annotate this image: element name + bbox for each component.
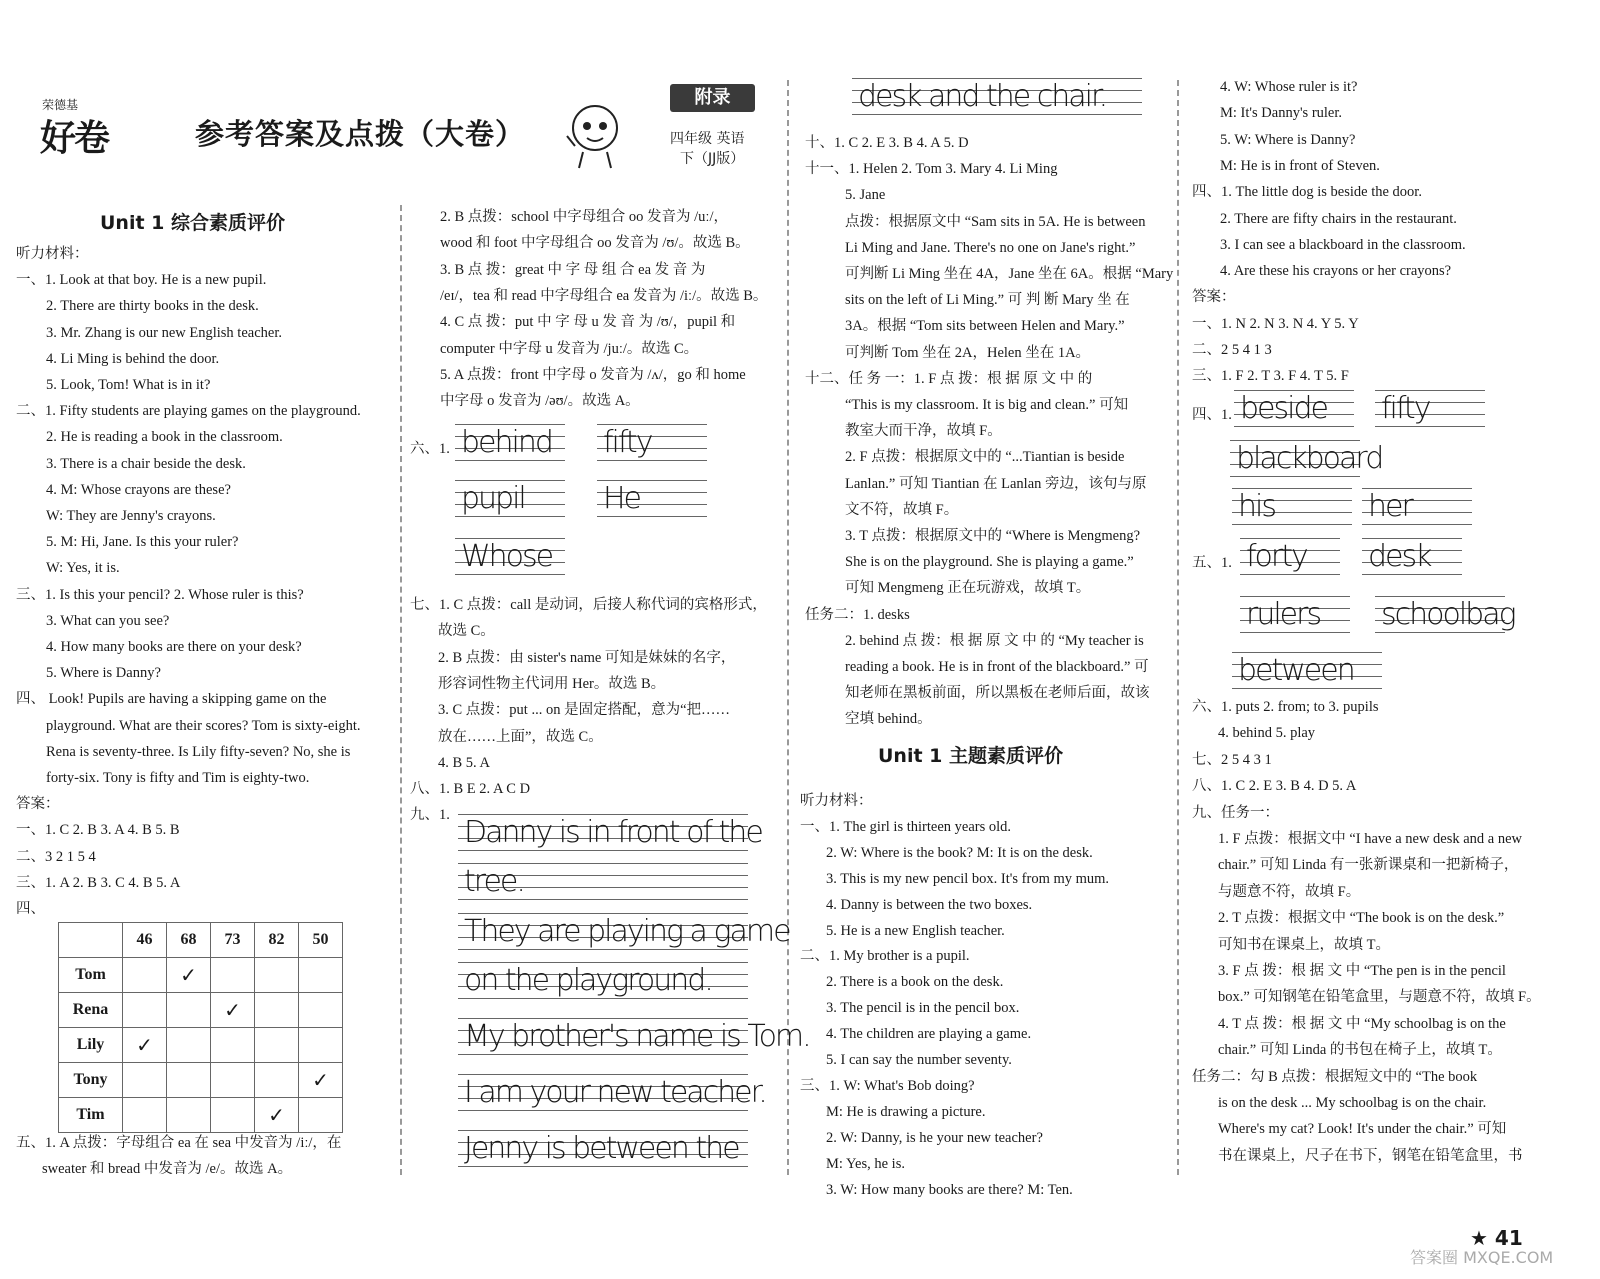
text-line: 3. This is my new pencil box. It's from my mum. bbox=[826, 870, 1110, 887]
check-cell bbox=[255, 1028, 299, 1063]
text-line: 1. F 点拨：根据文中 “I have a new desk and a new bbox=[1218, 831, 1523, 847]
check-cell bbox=[255, 1063, 299, 1098]
handwriting-line bbox=[1240, 596, 1350, 642]
row-name: Tony bbox=[59, 1063, 123, 1098]
text-line: Rena is seventy-three. Is Lily fifty-seven? No, she is bbox=[46, 743, 351, 760]
brand-logo: 好卷 bbox=[40, 117, 109, 159]
text-line: 四、 bbox=[16, 901, 45, 917]
text-line: playground. What are their scores? Tom is sixty-eight. bbox=[46, 717, 361, 734]
text-line: 点拨：根据原文中 “Sam sits in 5A. He is between bbox=[845, 213, 1146, 230]
text-line: 3. The pencil is in the pencil box. bbox=[826, 1000, 1020, 1017]
text-line: 十一、1. Helen 2. Tom 3. Mary 4. Li Ming bbox=[805, 161, 1058, 178]
handwriting-line bbox=[455, 480, 565, 526]
text-line: 2. W: Danny, is he your new teacher? bbox=[826, 1129, 1043, 1146]
ruled-line bbox=[1232, 688, 1382, 689]
handwriting-line bbox=[458, 913, 790, 959]
section-heading: Unit 1 主题素质评价 bbox=[878, 745, 1063, 767]
text-line: 2. There are thirty books in the desk. bbox=[46, 298, 259, 315]
handwritten-answer: Danny is in front of the bbox=[464, 815, 762, 850]
column-header bbox=[59, 923, 123, 958]
text-line: 5. Look, Tom! What is in it? bbox=[46, 377, 211, 393]
text-line: 四、1. The little dog is beside the door. bbox=[1192, 184, 1422, 201]
handwritten-answer: rulers bbox=[1246, 597, 1321, 632]
handwritten-answer: blackboard bbox=[1236, 441, 1383, 476]
text-line: 六、1. puts 2. from; to 3. pupils bbox=[1192, 699, 1379, 715]
handwriting-line bbox=[458, 1018, 810, 1064]
divider bbox=[400, 205, 402, 1175]
text-line: 4. B 5. A bbox=[438, 754, 490, 771]
handwritten-answer: fifty bbox=[603, 425, 652, 460]
text-line: computer 中字母 u 发音为 /juː/。故选 C。 bbox=[440, 340, 699, 357]
text-line: 5. Jane bbox=[845, 187, 886, 204]
text-line: 书在课桌上，尺子在书下，钢笔在铅笔盒里，书 bbox=[1218, 1147, 1523, 1164]
text-line: 五、1. A 点拨：字母组合 ea 在 sea 中发音为 /iː/，在 bbox=[16, 1135, 342, 1151]
handwriting-line bbox=[597, 424, 707, 470]
row-name: Tim bbox=[59, 1098, 123, 1133]
text-line: 可知书在课桌上，故填 T。 bbox=[1218, 936, 1390, 953]
text-line: W: They are Jenny's crayons. bbox=[46, 508, 216, 524]
check-cell bbox=[299, 993, 343, 1028]
ruled-line bbox=[1240, 574, 1340, 575]
ruled-line bbox=[1375, 632, 1505, 633]
check-cell bbox=[211, 1098, 255, 1133]
check-cell bbox=[299, 958, 343, 993]
handwritten-answer: My brother's name is Tom. bbox=[464, 1019, 810, 1054]
handwritten-answer: He bbox=[603, 481, 641, 516]
text-line: 一、1. Look at that boy. He is a new pupil. bbox=[16, 272, 267, 289]
check-cell bbox=[211, 1028, 255, 1063]
text-line: 十二、任 务 一：1. F 点 拨：根 据 原 文 中 的 bbox=[805, 370, 1093, 387]
check-cell bbox=[255, 993, 299, 1028]
check-cell bbox=[211, 1063, 255, 1098]
table-row bbox=[59, 1098, 343, 1133]
text-line: 2. F 点拨：根据原文中的 “...Tiantian is beside bbox=[845, 449, 1125, 466]
text-line: 听力材料： bbox=[800, 793, 873, 809]
check-cell bbox=[299, 1028, 343, 1063]
text-line: chair.” 可知 Linda 有一张新课桌和一把新椅子， bbox=[1218, 857, 1519, 874]
text-line: 2. W: Where is the book? M: It is on the desk. bbox=[826, 844, 1093, 861]
text-line: 4. How many books are there on your desk? bbox=[46, 639, 302, 655]
text-line: 4. M: Whose crayons are these? bbox=[46, 481, 231, 498]
divider bbox=[787, 80, 789, 1175]
check-cell bbox=[211, 958, 255, 993]
text-line: 4. behind 5. play bbox=[1218, 725, 1316, 742]
ruled-line bbox=[458, 1166, 748, 1167]
ruled-line bbox=[852, 114, 1142, 115]
handwriting-line bbox=[1375, 596, 1515, 642]
handwriting-line bbox=[458, 1074, 766, 1120]
handwriting-line bbox=[455, 538, 565, 584]
ruled-line bbox=[1375, 426, 1485, 427]
handwriting-line bbox=[455, 424, 565, 470]
handwritten-answer: desk and the chair. bbox=[858, 79, 1107, 114]
text-line: 七、2 5 4 3 1 bbox=[1192, 751, 1272, 768]
handwriting-line bbox=[1234, 390, 1354, 436]
handwriting-line bbox=[852, 78, 1142, 124]
grade-label: 四年级 英语 bbox=[670, 131, 745, 147]
text-line: 三、1. A 2. B 3. C 4. B 5. A bbox=[16, 874, 181, 891]
check-cell bbox=[123, 1063, 167, 1098]
handwriting-line bbox=[1232, 488, 1352, 534]
ruled-line bbox=[458, 1110, 748, 1111]
text-line: 3. C 点拨：put ... on 是固定搭配，意为“把…… bbox=[438, 702, 731, 719]
handwritten-answer: her bbox=[1368, 489, 1412, 524]
text-line: She is on the playground. She is playing a game.” bbox=[845, 554, 1134, 571]
question-label: 五、1. bbox=[1192, 555, 1232, 571]
table-row bbox=[59, 958, 343, 993]
question-label: 四、1. bbox=[1192, 407, 1232, 423]
check-cell bbox=[167, 1063, 211, 1098]
handwritten-answer: fifty bbox=[1381, 391, 1430, 426]
page-number: ★ 41 bbox=[1470, 1226, 1523, 1250]
text-line: 5. Where is Danny? bbox=[46, 665, 161, 682]
text-line: 3. F 点 拨：根 据 文 中 “The pen is in the pencil bbox=[1218, 963, 1506, 979]
handwritten-answer: behind bbox=[461, 425, 552, 460]
text-line: wood 和 foot 中字母组合 oo 发音为 /ʊ/。故选 B。 bbox=[440, 235, 750, 252]
handwritten-answer: Jenny is between the bbox=[464, 1131, 739, 1166]
handwritten-answer: forty bbox=[1246, 539, 1307, 574]
text-line: 三、1. Is this your pencil? 2. Whose ruler is this? bbox=[16, 586, 304, 603]
ruled-line bbox=[1240, 632, 1350, 633]
text-line: M: He is drawing a picture. bbox=[826, 1103, 986, 1120]
text-line: 二、1. My brother is a pupil. bbox=[800, 948, 970, 965]
text-line: 可判断 Tom 坐在 2A，Helen 坐在 1A。 bbox=[845, 344, 1091, 361]
text-line: 2. B 点拨：由 sister's name 可知是妹妹的名字， bbox=[438, 649, 736, 666]
handwriting-line bbox=[1240, 538, 1340, 584]
text-line: 4. T 点 拨：根 据 文 中 “My schoolbag is on the bbox=[1218, 1015, 1506, 1032]
ruled-line bbox=[1362, 524, 1472, 525]
text-line: 与题意不符，故填 F。 bbox=[1218, 883, 1361, 900]
check-cell: ✓ bbox=[299, 1063, 343, 1098]
handwritten-answer: tree. bbox=[464, 864, 524, 899]
text-line: 5. M: Hi, Jane. Is this your ruler? bbox=[46, 534, 239, 551]
text-line: forty-six. Tony is fifty and Tim is eighty-two. bbox=[46, 770, 310, 786]
brand-small: 荣德基 bbox=[42, 98, 79, 112]
text-line: 文不符，故填 F。 bbox=[845, 501, 959, 518]
text-line: 4. The children are playing a game. bbox=[826, 1026, 1032, 1043]
handwriting-line bbox=[1362, 538, 1462, 584]
text-line: sweater 和 bread 中发音为 /e/。故选 A。 bbox=[42, 1161, 293, 1177]
text-line: M: He is in front of Steven. bbox=[1220, 157, 1380, 174]
text-line: 5. He is a new English teacher. bbox=[826, 922, 1005, 939]
handwriting-line bbox=[458, 814, 762, 860]
appendix-tag: 附录 bbox=[670, 84, 755, 112]
text-line: 可知 Mengmeng 正在玩游戏，故填 T。 bbox=[845, 580, 1091, 597]
check-cell bbox=[167, 1028, 211, 1063]
text-line: 3. W: How many books are there? M: Ten. bbox=[826, 1181, 1073, 1198]
edition-label: 下（JJ版） bbox=[680, 151, 745, 167]
text-line: 九、1. bbox=[410, 807, 450, 824]
text-line: 2. T 点拨：根据文中 “The book is on the desk.” bbox=[1218, 910, 1505, 927]
handwritten-answer: his bbox=[1238, 489, 1275, 524]
handwritten-answer: schoolbag bbox=[1381, 597, 1515, 632]
check-cell: ✓ bbox=[255, 1098, 299, 1133]
text-line: 三、1. F 2. T 3. F 4. T 5. F bbox=[1192, 368, 1349, 385]
check-cell bbox=[299, 1098, 343, 1133]
handwritten-answer: beside bbox=[1240, 391, 1327, 426]
question-label: 六、1. bbox=[410, 441, 450, 457]
text-line: 教室大而干净，故填 F。 bbox=[845, 423, 1002, 440]
text-line: is on the desk ... My schoolbag is on the chair. bbox=[1218, 1095, 1487, 1111]
text-line: 一、1. The girl is thirteen years old. bbox=[800, 818, 1012, 835]
text-line: 5. W: Where is Danny? bbox=[1220, 131, 1356, 148]
text-line: 七、1. C 点拨：call 是动词，后接人称代词的宾格形式， bbox=[410, 597, 767, 613]
text-line: 答案： bbox=[1192, 289, 1236, 306]
handwriting-line bbox=[458, 863, 748, 909]
text-line: 5. I can say the number seventy. bbox=[826, 1052, 1012, 1068]
table-row bbox=[59, 993, 343, 1028]
check-cell bbox=[123, 1098, 167, 1133]
text-line: 中字母 o 发音为 /əʊ/。故选 A。 bbox=[440, 393, 640, 410]
text-line: 放在……上面”，故选 C。 bbox=[438, 728, 603, 745]
ruled-line bbox=[458, 899, 748, 900]
text-line: 知老师在黑板前面，所以黑板在老师后面，故该 bbox=[845, 685, 1150, 702]
text-line: 任务二：1. desks bbox=[805, 606, 910, 623]
row-name: Tom bbox=[59, 958, 123, 993]
text-line: 二、2 5 4 1 3 bbox=[1192, 342, 1272, 358]
check-cell: ✓ bbox=[167, 958, 211, 993]
column-header: 50 bbox=[299, 923, 343, 958]
text-line: 八、1. C 2. E 3. B 4. D 5. A bbox=[1192, 778, 1357, 795]
text-line: 2. He is reading a book in the classroom. bbox=[46, 429, 283, 446]
text-line: 2. There is a book on the desk. bbox=[826, 974, 1004, 991]
handwritten-answer: I am your new teacher. bbox=[464, 1075, 766, 1110]
divider bbox=[1177, 80, 1179, 1175]
handwriting-line bbox=[1362, 488, 1472, 534]
row-name: Lily bbox=[59, 1028, 123, 1063]
check-cell bbox=[123, 958, 167, 993]
handwriting-line bbox=[458, 962, 748, 1008]
text-line: /eɪ/，tea 和 read 中字母组合 ea 发音为 /iː/。故选 B。 bbox=[440, 287, 768, 304]
handwritten-answer: between bbox=[1238, 653, 1354, 688]
table-row bbox=[59, 1063, 343, 1098]
check-cell bbox=[167, 993, 211, 1028]
text-line: 三、1. W: What's Bob doing? bbox=[800, 1077, 975, 1094]
text-line: chair.” 可知 Linda 的书包在椅子上，故填 T。 bbox=[1218, 1042, 1502, 1059]
ruled-line bbox=[455, 460, 565, 461]
handwriting-line bbox=[1232, 652, 1382, 698]
column-header: 82 bbox=[255, 923, 299, 958]
column-header: 73 bbox=[211, 923, 255, 958]
text-line: box.” 可知钢笔在铅笔盒里，与题意不符，故填 F。 bbox=[1218, 989, 1541, 1006]
text-line: 听力材料： bbox=[16, 246, 89, 262]
text-line: W: Yes, it is. bbox=[46, 560, 120, 577]
check-cell bbox=[123, 993, 167, 1028]
column-header: 68 bbox=[167, 923, 211, 958]
text-line: 3. I can see a blackboard in the classroom. bbox=[1220, 236, 1466, 253]
check-cell bbox=[255, 958, 299, 993]
text-line: 九、任务一： bbox=[1192, 804, 1279, 821]
text-line: 四、 Look! Pupils are having a skipping game on the bbox=[16, 691, 327, 708]
handwriting-line bbox=[1230, 440, 1383, 486]
text-line: 3. T 点拨：根据原文中的 “Where is Mengmeng? bbox=[845, 528, 1141, 544]
text-line: 一、1. C 2. B 3. A 4. B 5. B bbox=[16, 822, 180, 839]
text-line: 3. What can you see? bbox=[46, 612, 170, 629]
handwriting-line bbox=[597, 480, 707, 526]
text-line: 二、3 2 1 5 4 bbox=[16, 848, 96, 865]
text-line: 一、1. N 2. N 3. N 4. Y 5. Y bbox=[1192, 315, 1359, 332]
handwriting-line bbox=[458, 1130, 748, 1176]
text-line: 形容词性物主代词用 Her。故选 B。 bbox=[438, 675, 666, 692]
text-line: 3. Mr. Zhang is our new English teacher. bbox=[46, 324, 282, 341]
text-line: M: Yes, he is. bbox=[826, 1155, 905, 1172]
text-line: 4. W: Whose ruler is it? bbox=[1220, 79, 1358, 95]
check-cell: ✓ bbox=[211, 993, 255, 1028]
page-title: 参考答案及点拨（大卷） bbox=[195, 117, 526, 151]
handwritten-answer: desk bbox=[1368, 539, 1431, 574]
text-line: M: It's Danny's ruler. bbox=[1220, 105, 1343, 122]
score-table bbox=[58, 922, 343, 1133]
text-line: 答案： bbox=[16, 796, 60, 813]
text-line: 4. C 点 拨：put 中 字 母 u 发 音 为 /ʊ/，pupil 和 bbox=[440, 314, 736, 331]
text-line: Li Ming and Jane. There's no one on Jane's right.” bbox=[845, 239, 1136, 256]
text-line: 故选 C。 bbox=[438, 623, 495, 640]
handwritten-answer: They are playing a game bbox=[464, 914, 790, 949]
ruled-line bbox=[458, 949, 748, 950]
text-line: 2. B 点拨：school 中字母组合 oo 发音为 /uː/， bbox=[440, 209, 728, 225]
text-line: 3A。根据 “Tom sits between Helen and Mary.” bbox=[845, 318, 1125, 335]
row-name: Rena bbox=[59, 993, 123, 1028]
text-line: 八、1. B E 2. A C D bbox=[410, 781, 531, 798]
ruled-line bbox=[1232, 524, 1352, 525]
text-line: 4. Danny is between the two boxes. bbox=[826, 896, 1033, 913]
ruled-line bbox=[597, 516, 707, 517]
handwriting-line bbox=[1375, 390, 1485, 436]
ruled-line bbox=[597, 460, 707, 461]
handwritten-answer: on the playground. bbox=[464, 963, 712, 998]
text-line: 3. B 点 拨：great 中 字 母 组 合 ea 发 音 为 bbox=[440, 261, 706, 278]
ruled-line bbox=[455, 574, 565, 575]
text-line: 可判断 Li Ming 坐在 4A，Jane 坐在 6A。根据 “Mary bbox=[845, 266, 1174, 282]
text-line: 4. Are these his crayons or her crayons? bbox=[1220, 263, 1452, 280]
ruled-line bbox=[458, 998, 748, 999]
text-line: 2. There are fifty chairs in the restaurant. bbox=[1220, 210, 1457, 227]
text-line: 任务二：勾 B 点拨：根据短文中的 “The book bbox=[1192, 1068, 1478, 1085]
handwritten-answer: Whose bbox=[461, 539, 553, 574]
text-line: 空填 behind。 bbox=[845, 711, 932, 728]
text-line: “This is my classroom. It is big and clean.” 可知 bbox=[845, 397, 1129, 413]
text-line: 3. There is a chair beside the desk. bbox=[46, 455, 246, 472]
check-cell: ✓ bbox=[123, 1028, 167, 1063]
watermark: 答案圈 MXQE.COM bbox=[1410, 1248, 1554, 1267]
text-line: 5. A 点拨：front 中字母 o 发音为 /ʌ/，go 和 home bbox=[440, 366, 746, 383]
section-heading: Unit 1 综合素质评价 bbox=[100, 212, 285, 234]
text-line: Where's my cat? Look! It's under the chair.” 可知 bbox=[1218, 1121, 1507, 1138]
text-line: 2. behind 点 拨：根 据 原 文 中 的 “My teacher is bbox=[845, 632, 1144, 649]
column-header: 46 bbox=[123, 923, 167, 958]
text-line: 十、1. C 2. E 3. B 4. A 5. D bbox=[805, 135, 969, 151]
check-cell bbox=[167, 1098, 211, 1133]
ruled-line bbox=[458, 1054, 748, 1055]
ruled-line bbox=[1234, 426, 1354, 427]
table-row bbox=[59, 1028, 343, 1063]
mascot-icon bbox=[565, 100, 625, 170]
ruled-line bbox=[458, 850, 748, 851]
text-line: sits on the left of Li Ming.” 可 判 断 Mary 坐 在 bbox=[845, 292, 1130, 309]
handwritten-answer: pupil bbox=[461, 481, 525, 516]
text-line: 二、1. Fifty students are playing games on the playground. bbox=[16, 403, 361, 420]
text-line: 4. Li Ming is behind the door. bbox=[46, 350, 220, 367]
ruled-line bbox=[1362, 574, 1462, 575]
text-line: reading a book. He is in front of the blackboard.” 可 bbox=[845, 659, 1149, 675]
ruled-line bbox=[455, 516, 565, 517]
text-line: Lanlan.” 可知 Tiantian 在 Lanlan 旁边，该句与原 bbox=[845, 475, 1147, 492]
ruled-line bbox=[1230, 476, 1360, 477]
table-header-row bbox=[59, 923, 343, 958]
